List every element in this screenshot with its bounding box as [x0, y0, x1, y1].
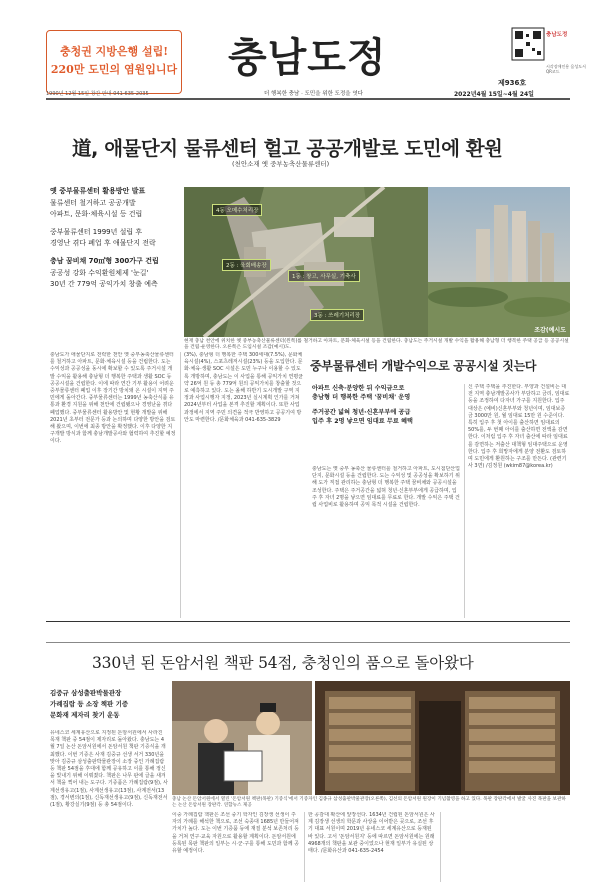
story2-deck [312, 384, 462, 426]
summary-line: 아파트, 문화·체육시설 등 건립 [50, 210, 143, 219]
deck-line: 문화재 제자리 찾기 운동 [50, 711, 120, 719]
tagline: 더 행복한 충남 · 도민을 위한 도정을 엿다 [264, 91, 363, 97]
photo-label: 4동 오메수처리장 [212, 204, 262, 216]
column-divider [304, 812, 305, 882]
issue-date: 2022년4월 15일~4월 24일 [454, 91, 534, 98]
qr-stamp[interactable] [510, 26, 586, 80]
stamp-sub: 시각장애인용 음성도서 QR코드 [546, 64, 586, 74]
section-rule [46, 621, 570, 622]
rendering-image [428, 187, 570, 337]
lead-headline: 道, 애물단지 물류센터 헐고 공공개발로 도민에 환원 [72, 137, 503, 160]
feature-deck [50, 688, 168, 721]
summary-line: 충남 꿈비채 70㎡형 300가구 건립 [50, 256, 159, 265]
photo-label: 2동 : 육회배송장 [222, 259, 271, 271]
feature-body-col-4 [444, 812, 570, 882]
promo-line-2: 220만 도민의 염원입니다 [50, 63, 178, 76]
feature-headline: 330년 된 돈암서원 책판 54점, 충청인의 품으로 돌아왔다 [92, 654, 474, 672]
summary-line: 옛 중부물류센터 활용방안 발표 [50, 187, 146, 195]
column-divider [440, 812, 441, 882]
stamp-label: 충남도정 [546, 32, 568, 38]
photo-credit: 연합뉴스 제공 [223, 803, 252, 808]
summary-line: 공공성 강화 수익환원체제 '눈길' [50, 268, 149, 277]
column-divider [464, 384, 465, 618]
story2-headline: 중부물류센터 개발수익으로 공공시설 짓는다 [310, 359, 537, 373]
story2-col-2: 신 주택 주택을 추진한다. 부양과 건설비는 대전 지역 충남개발공사가 부담하고 금리, 임대료 등을 조정하여 다자녀 가구를 지원한다. 입주 대상은 (예비)신혼부부와 청년이며, 임대보증금 3000만 원, 월 임대료 15만 원 수준이다. 특히 입주 후 첫 아이를 출산하면 임대료의 50%를, 두 번째 아이를 출산하면 전액을 감면한다. 이처럼 입주 후 자녀 출산에 따라 임대료를 감면하는 저출산 대책형 임대주택으로 운영한다. 입주 후 희망자에게 분양 전환도 검토하며 도민에게 환원하는 구조를 만든다. (관련기사 3면) /김정원 (wkim87@korea.kr) [468, 384, 570, 470]
photo-label: 3동 : 쓰레기처리장 [310, 309, 364, 321]
photo-label: 1동 : 창고, 사무실, 기축사 [288, 270, 360, 282]
photo2-caption: 목판 장판각에서 발굴 사진 목판을 보관하는 논산 돈암서원 장판각. [172, 797, 566, 808]
award-photo-image [172, 681, 312, 795]
newspaper-logo: 충남도정 [228, 35, 387, 81]
summary-line: 물류센터 철거하고 공공개발 [50, 198, 136, 207]
photo1-caption: 충남 논산 돈암서원에서 열린 '돈암서원 책판(목판) 기증식'에서 기증자인 김종규 삼성출판박물관장(오른쪽), 김선의 돈암서원 원장이 기념촬영을 하고 있다. [172, 797, 482, 802]
lead-body-col-2: (3%), 충남형 더 행복한 주택 300세대(7.5%), 문화체육시설(4%), 스포츠레저시설(23%) 등을 도입한다. 문화·체육·생활 SOC 시설은 도민 누구나 이용할 수 있도록 개방하며, 충남도는 이 사업을 통해 공익가치 연평균 약 26억 원 등 총 779억 원의 공익가치를 창출할 것으로 예측하고 있다. 도는 올해 하반기 도시개발 구역 지정과 사업시행자 지정, 2023년 실시계획 인가를 거쳐 2024년부터 사업을 본격 추진할 계획이다. 또한 사업 과정에서 지역 주민 의견을 적극 반영하고 공공기여 방안도 마련한다. /문화체육과 041-635-3829 [184, 352, 303, 423]
summary-line: 중부물류센터 1999년 설립 후 [50, 227, 143, 236]
promo-line-1: 충청권 지방은행 설립! [59, 45, 169, 58]
feature-body-col-1: 유네스코 세계유산으로 지정된 돈암서원에서 사라진 목재 책판 중 54점이 제자리로 돌아왔다. 충남도는 4월 7일 논산 돈암서원에서 돈암서원 책판 기증식을 개최했다. 이번 기증은 사재 김중규 선생 서거 330년을 맞아 김중규 삼성출판박물관장이 소장 중인 가례집람 등 책판 54점을 후대에 함께 공유하고 이를 통해 정신을 빛내기 위해 이뤄졌다. 책판은 나무 판에 글을 새겨서 책을 찍어 내는 도구다. 기증품은 가례집람(9점), 사계선생유고(1점), 사계선생유고(13점), 사계전서(13점), 경서변의(1점), 신독재선생유고(9점), 신독재전서(1점), 황강실기(9점) 등 총 54점이다. [50, 730, 168, 809]
feature-body-col-3: 한 공감대 확산에 앞장선다. 1634년 건립된 돈암서원은 사계 김장생 선생의 학문과 사상을 이어받은 곳으로, 조선 후기 대표 서원이며 2019년 유네스코 세계유산으로 등재된 바 있다. 고서 '돈암서원지' 등에 따르면 돈암서원에는 원래 4968개의 책판을 보관 중이었으나 현재 일부가 유실된 상태다. /문화유산과 041-635-2454 [308, 812, 435, 855]
archive-photo-image [315, 681, 570, 795]
deck-line: 주거공간 넓혀 청년·신혼부부에 공급 [312, 409, 411, 416]
rendering-photo [428, 187, 570, 337]
issue-number: 제936호 [498, 79, 527, 87]
lead-photo-caption: 현재 충남 천안에 위치한 옛 중부농축산물류센터(왼쪽)를 철거하고 아파트, 문화·체육시설 등을 건립한다. 충남도는 주거시설 개발 수익을 활용해 충남형 더 행복한 주택 공급 등 공공시설을 건립·운영한다. 오른쪽은 도입시설 조감(예시)도. [184, 339, 569, 351]
summary-line: 30년 간 779억 공익가치 창출 예측 [50, 280, 158, 289]
summary-line: 경영난 겪다 폐업 후 애물단지 전락 [50, 239, 156, 248]
aerial-photo [184, 187, 428, 337]
promo-box [46, 30, 182, 94]
deck-line: 충남형 더 행복한 주택 '꿈비채' 운영 [312, 394, 411, 401]
render-label: 조감(예시도 [534, 327, 566, 334]
deck-line: 김중규 삼성출판박물관장 [50, 689, 122, 697]
column-divider [180, 352, 181, 618]
award-photo [172, 681, 312, 795]
lead-body-col-1: 충남도가 애물단지로 전락한 천안 옛 중부농축산물류센터를 철거하고 아파트, 문화·체육시설 등을 건립한다. 도는 수익성과 공공성을 동시에 확보할 수 있도록 주거시설 개발 수익을 활용해 충남형 더 행복한 주택과 생활 SOC 등 공공시설을 건립한다. 이에 따라 연간 기부 활용이 어려운 중부물류센터 폐업 이후 장기간 방치돼 온 시설이 지역 주민에게 돌아간다. 중부물류센터는 1999년 농축산식품 유통과 환경 지원을 위해 천안에 건립됐으나 경영난을 겪다 폐업했다. 중부물류센터 활용방안 및 현황 개발을 위해 2021년 초부터 전문가 등과 논의하며 다양한 방안을 검토해 왔으며, 이번에 최종 방안을 확정했다. 이후 다양한 지구개발 방식과 함께 충남개발공사와 협력하여 추진할 예정이다. [50, 352, 176, 445]
deck-line: 아파트 신축·분양한 뒤 수익금으로 [312, 385, 405, 392]
feature-photo-caption [172, 797, 570, 809]
masthead-rule [46, 98, 570, 100]
feature-body-col-2: 이중 가례집람 책판은 조선 중기 학자인 김장생 선생이 주자의 가례를 해석한 책으로, 조선 숙종대 1685년 만들어져 가치가 높다. 도는 이번 기증품 등에 재질 분석 보존처리 등을 거쳐 연구·교육 자원으로 활용할 계획이다. 돈암서원에 등록된 목판 책판의 일부는 시·군·구를 통해 도민과 함께 공유할 예정이다. [172, 812, 299, 855]
deck-line: 가례집람 등 소장 책판 기증 [50, 700, 129, 708]
founded-info: 1990년 12월 15일 창간 안내 041-635-2035 [46, 91, 149, 97]
archive-photo [315, 681, 570, 795]
deck-line: 입주 후 2명 낳으면 임대료 무료 혜택 [312, 418, 413, 425]
lead-summary [50, 186, 180, 291]
section-rule-thin [46, 642, 570, 643]
story2-col-1: 충남도는 옛 중부 농축산 물류센터를 철거하고 아파트, 도시첨단산업단지, 문화시설 등을 건립한다. 도는 수익성 및 공공성을 확보하기 위해 도가 직접 관리하는 충남형 더 행복한 주택 꿈비채와 공공시설을 조성한다. 주택은 주거공간을 넓혀 청년·신혼부부에게 공급하며, 입주 후 자녀 2명을 낳으면 임대료를 무료로 한다. 개발 수익은 주택 건립 사업비로 활용하며 공익 목적 시설을 건립한다. [312, 466, 460, 509]
lead-subhead: (천안소재 옛 중부농축산물류센터) [232, 160, 330, 168]
